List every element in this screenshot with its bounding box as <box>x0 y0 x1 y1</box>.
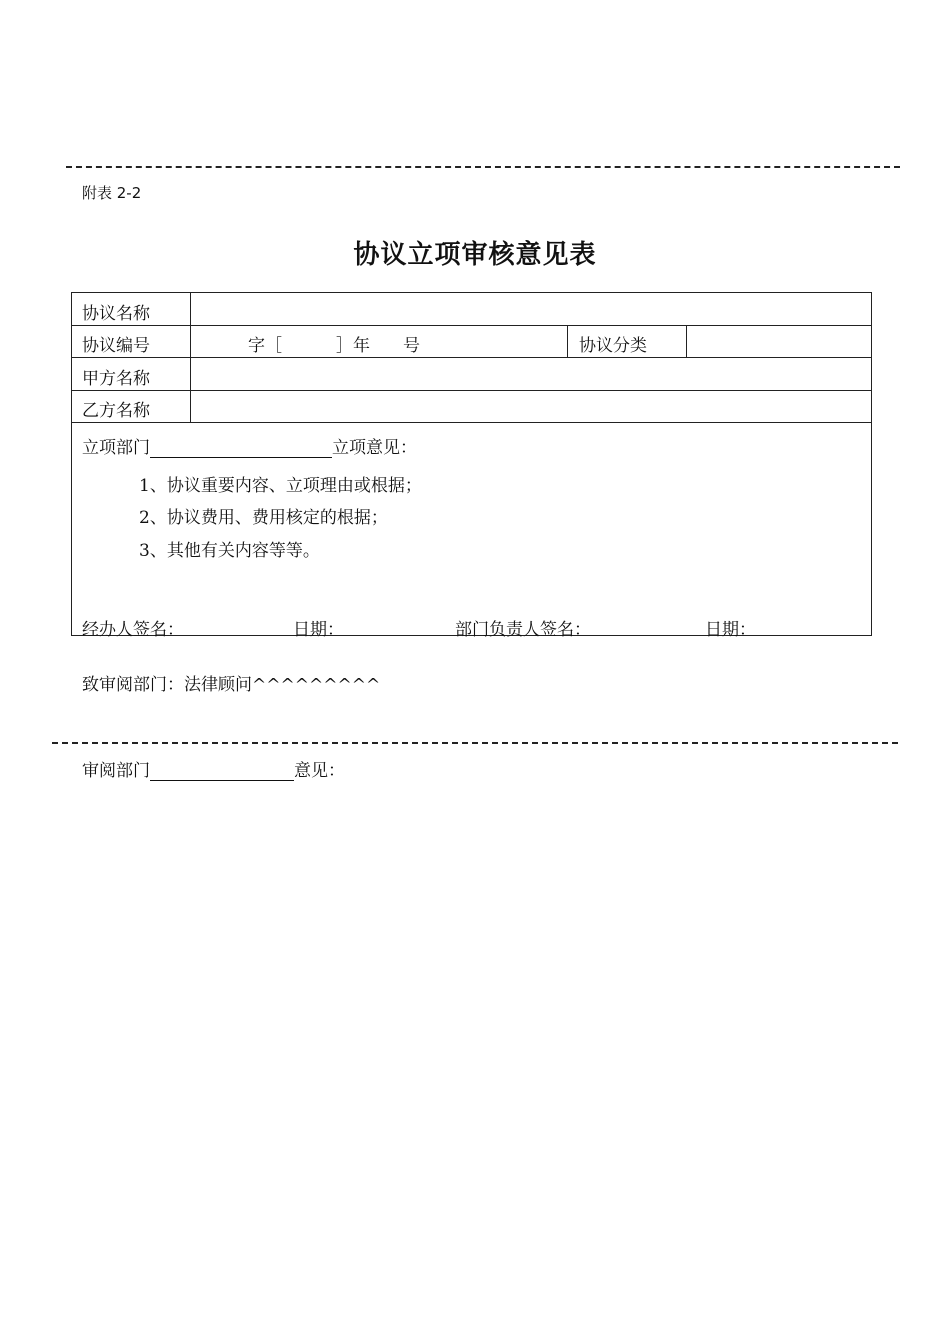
category-label-divider <box>567 325 568 357</box>
proposal-opinion-label: 立项意见： <box>332 438 417 458</box>
agreement-name-label: 协议名称 <box>82 304 150 324</box>
handler-signature-label: 经办人签名： <box>82 620 184 640</box>
row-divider <box>72 422 871 423</box>
approval-form-table <box>71 292 872 640</box>
appendix-label: 附表 2-2 <box>82 184 142 202</box>
agreement-category-field[interactable] <box>687 326 871 357</box>
routing-note: 致审阅部门：法律顾问^^^^^^^^^ <box>82 675 381 695</box>
number-zi-text: 字［ <box>248 336 282 356</box>
proposal-item-1: 1、协议重要内容、立项理由或根据； <box>139 476 422 496</box>
review-dept-label: 审阅部门 <box>82 761 150 781</box>
review-line <box>82 756 345 781</box>
proposal-dept-label: 立项部门 <box>82 438 150 458</box>
date-label-1: 日期： <box>293 620 344 640</box>
number-hao-text: 号 <box>403 336 420 356</box>
party-a-label: 甲方名称 <box>82 369 150 389</box>
review-opinion-label: 意见： <box>294 761 345 781</box>
agreement-category-label: 协议分类 <box>579 336 647 356</box>
agreement-number-label: 协议编号 <box>82 336 150 356</box>
party-b-label: 乙方名称 <box>82 401 150 421</box>
agreement-number-field[interactable] <box>191 326 567 357</box>
form-title: 协议立项审核意见表 <box>353 240 597 270</box>
review-dept-blank[interactable] <box>150 762 294 781</box>
top-dashed-divider <box>66 166 900 168</box>
proposal-dept-line <box>82 433 417 458</box>
party-a-field[interactable] <box>191 358 871 390</box>
party-b-field[interactable] <box>191 391 871 422</box>
proposal-item-2: 2、协议费用、费用核定的根据； <box>139 508 388 528</box>
dept-head-signature-label: 部门负责人签名： <box>455 620 591 640</box>
date-label-2: 日期： <box>705 620 756 640</box>
bottom-dashed-divider <box>52 742 898 744</box>
proposal-item-3: 3、其他有关内容等等。 <box>139 541 320 561</box>
proposal-dept-blank[interactable] <box>150 439 332 458</box>
agreement-name-field[interactable] <box>191 293 871 325</box>
number-nian-text: ］年 <box>336 336 370 356</box>
